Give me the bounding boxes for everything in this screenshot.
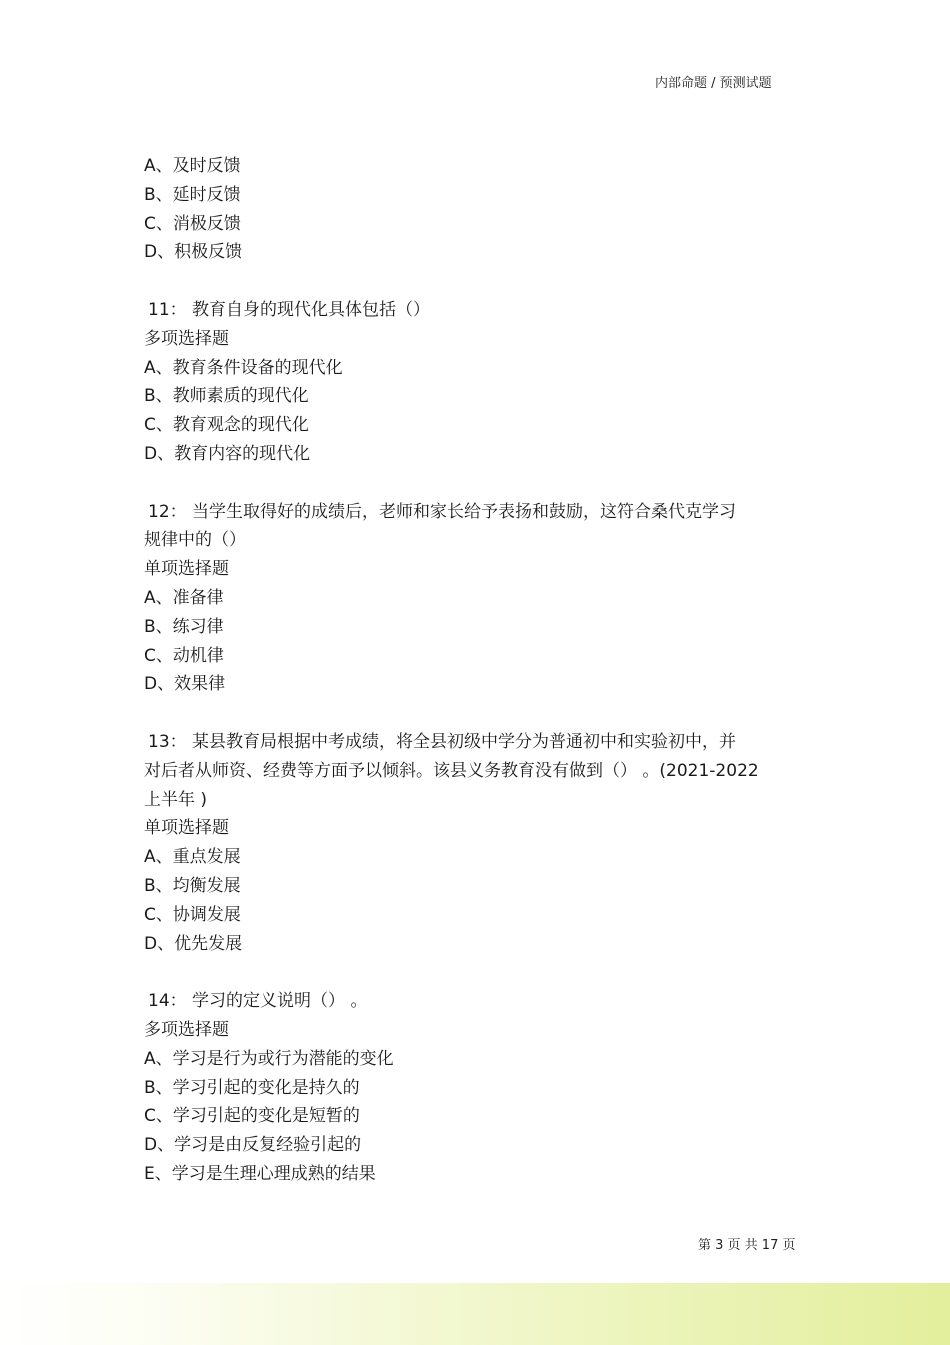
- option-a: A、及时反馈: [144, 156, 241, 176]
- question-type: 单项选择题: [144, 559, 229, 580]
- question-type: 多项选择题: [144, 1019, 229, 1040]
- document-body: [144, 152, 814, 1189]
- option-c: C、教育观念的现代化: [144, 415, 309, 436]
- question-13: [144, 728, 814, 958]
- option-c: C、消极反馈: [144, 213, 241, 234]
- option-b: B、学习引起的变化是持久的: [144, 1077, 360, 1098]
- question-text: 12： 当学生取得好的成绩后，老师和家长给予表扬和鼓励，这符合桑代克学习: [148, 501, 737, 522]
- question-text: 11： 教育自身的现代化具体包括（）: [148, 299, 431, 320]
- question-text-continued: 规律中的（）: [144, 530, 246, 551]
- question-text: 13： 某县教育局根据中考成绩，将全县初级中学分为普通初中和实验初中，并: [148, 731, 737, 752]
- option-b: B、延时反馈: [144, 184, 241, 205]
- option-a: A、教育条件设备的现代化: [144, 357, 343, 378]
- option-b: B、教师素质的现代化: [144, 386, 309, 407]
- question-text-continued: 对后者从师资、经费等方面予以倾斜。该县义务教育没有做到（） 。(2021-2022: [144, 760, 759, 781]
- option-a: A、准备律: [144, 587, 224, 608]
- page-number: 第 3 页 共 17 页: [698, 1238, 796, 1253]
- option-d: D、优先发展: [144, 933, 243, 954]
- question-12: [144, 498, 814, 700]
- option-d: D、教育内容的现代化: [144, 443, 311, 464]
- question-text-continued: 上半年 ): [144, 789, 208, 810]
- question-type: 单项选择题: [144, 818, 229, 839]
- page-header: 内部命题 / 预测试题: [655, 76, 772, 91]
- option-e: E、学习是生理心理成熟的结果: [144, 1163, 376, 1184]
- decorative-bottom-band: [0, 1283, 950, 1345]
- option-b: B、练习律: [144, 616, 224, 637]
- option-a: A、重点发展: [144, 847, 241, 868]
- option-d: D、积极反馈: [144, 242, 243, 263]
- option-d: D、学习是由反复经验引起的: [144, 1135, 362, 1156]
- option-b: B、均衡发展: [144, 875, 241, 896]
- option-a: A、学习是行为或行为潜能的变化: [144, 1048, 394, 1069]
- option-c: C、学习引起的变化是短暂的: [144, 1106, 360, 1127]
- option-c: C、动机律: [144, 645, 224, 666]
- question-type: 多项选择题: [144, 328, 229, 349]
- question-11: [144, 296, 814, 469]
- option-d: D、效果律: [144, 674, 226, 695]
- option-c: C、协调发展: [144, 904, 241, 925]
- question-text: 14： 学习的定义说明（） 。: [148, 991, 368, 1012]
- question-14: [144, 987, 814, 1189]
- previous-question-options: [144, 152, 814, 267]
